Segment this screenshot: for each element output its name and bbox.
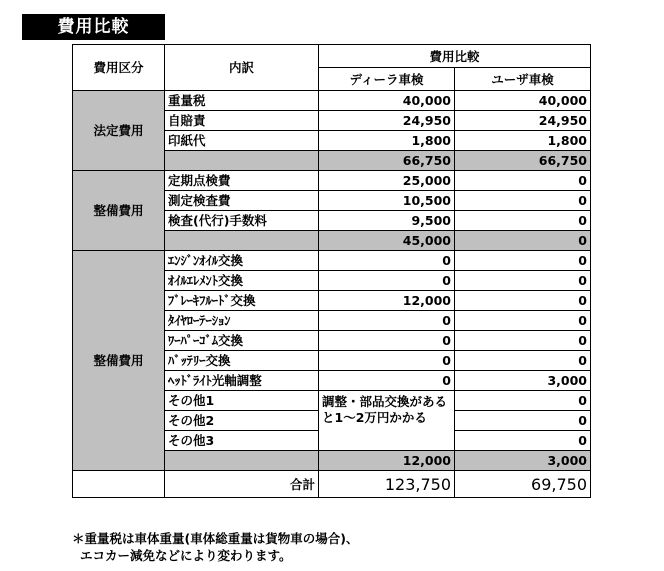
subtotal-label-cell [165, 451, 319, 471]
subtotal-label-cell [165, 231, 319, 251]
user-cell: 0 [455, 311, 591, 331]
user-cell: 0 [455, 271, 591, 291]
dealer-cell: 12,000 [319, 291, 455, 311]
item-cell: ﾌﾞﾚｰｷﾌﾙｰﾄﾞ交換 [165, 291, 319, 311]
item-cell: その他1 [165, 391, 319, 411]
user-cell: 0 [455, 191, 591, 211]
cost-comparison-table [72, 44, 591, 498]
subtotal-dealer: 45,000 [319, 231, 455, 251]
user-cell: 0 [455, 211, 591, 231]
subtotal-user: 3,000 [455, 451, 591, 471]
subtotal-user: 0 [455, 231, 591, 251]
item-cell: ﾍｯﾄﾞﾗｲﾄ光軸調整 [165, 371, 319, 391]
item-cell: 定期点検費 [165, 171, 319, 191]
footnote-line2: エコカー減免などにより変わります。 [80, 548, 292, 563]
category-cell: 整備費用 [73, 171, 165, 251]
footnote-line1: ＊重量税は車体重量(車体総重量は貨物車の場合)、 [72, 531, 359, 546]
total-dealer: 123,750 [319, 471, 455, 498]
header-item: 内訳 [165, 45, 319, 91]
total-label: 合計 [165, 471, 319, 498]
user-cell: 0 [455, 351, 591, 371]
item-cell: ﾜｰﾊﾟｰｺﾞﾑ交換 [165, 331, 319, 351]
dealer-cell: 0 [319, 251, 455, 271]
user-cell: 1,800 [455, 131, 591, 151]
user-cell: 0 [455, 331, 591, 351]
dealer-cell: 0 [319, 371, 455, 391]
user-cell: 3,000 [455, 371, 591, 391]
item-cell: その他2 [165, 411, 319, 431]
dealer-cell: 0 [319, 331, 455, 351]
total-blank-cell [73, 471, 165, 498]
footnote [72, 530, 358, 564]
item-cell: 印紙代 [165, 131, 319, 151]
header-dealer: ディーラ車検 [319, 68, 455, 91]
adjustment-note: 調整・部品交換があると1～2万円かかる [319, 391, 455, 451]
user-cell: 0 [455, 431, 591, 451]
item-cell: ｴﾝｼﾞﾝｵｲﾙ交換 [165, 251, 319, 271]
category-cell: 整備費用 [73, 251, 165, 471]
dealer-cell: 0 [319, 271, 455, 291]
item-cell: 重量税 [165, 91, 319, 111]
dealer-cell: 0 [319, 311, 455, 331]
item-cell: その他3 [165, 431, 319, 451]
dealer-cell: 25,000 [319, 171, 455, 191]
page-title: 費用比較 [22, 14, 165, 40]
subtotal-user: 66,750 [455, 151, 591, 171]
header-category: 費用区分 [73, 45, 165, 91]
subtotal-dealer: 12,000 [319, 451, 455, 471]
dealer-cell: 0 [319, 351, 455, 371]
user-cell: 0 [455, 171, 591, 191]
item-cell: ﾀｲﾔﾛｰﾃｰｼｮﾝ [165, 311, 319, 331]
header-user: ユーザ車検 [455, 68, 591, 91]
total-user: 69,750 [455, 471, 591, 498]
user-cell: 0 [455, 411, 591, 431]
dealer-cell: 24,950 [319, 111, 455, 131]
category-cell: 法定費用 [73, 91, 165, 171]
user-cell: 24,950 [455, 111, 591, 131]
user-cell: 0 [455, 251, 591, 271]
subtotal-label-cell [165, 151, 319, 171]
user-cell: 0 [455, 391, 591, 411]
dealer-cell: 9,500 [319, 211, 455, 231]
subtotal-dealer: 66,750 [319, 151, 455, 171]
item-cell: 検査(代行)手数料 [165, 211, 319, 231]
dealer-cell: 10,500 [319, 191, 455, 211]
dealer-cell: 40,000 [319, 91, 455, 111]
header-compare: 費用比較 [319, 45, 591, 68]
dealer-cell: 1,800 [319, 131, 455, 151]
item-cell: ﾊﾞｯﾃﾘｰ交換 [165, 351, 319, 371]
user-cell: 40,000 [455, 91, 591, 111]
item-cell: ｵｲﾙｴﾚﾒﾝﾄ交換 [165, 271, 319, 291]
user-cell: 0 [455, 291, 591, 311]
item-cell: 自賠責 [165, 111, 319, 131]
item-cell: 測定検査費 [165, 191, 319, 211]
